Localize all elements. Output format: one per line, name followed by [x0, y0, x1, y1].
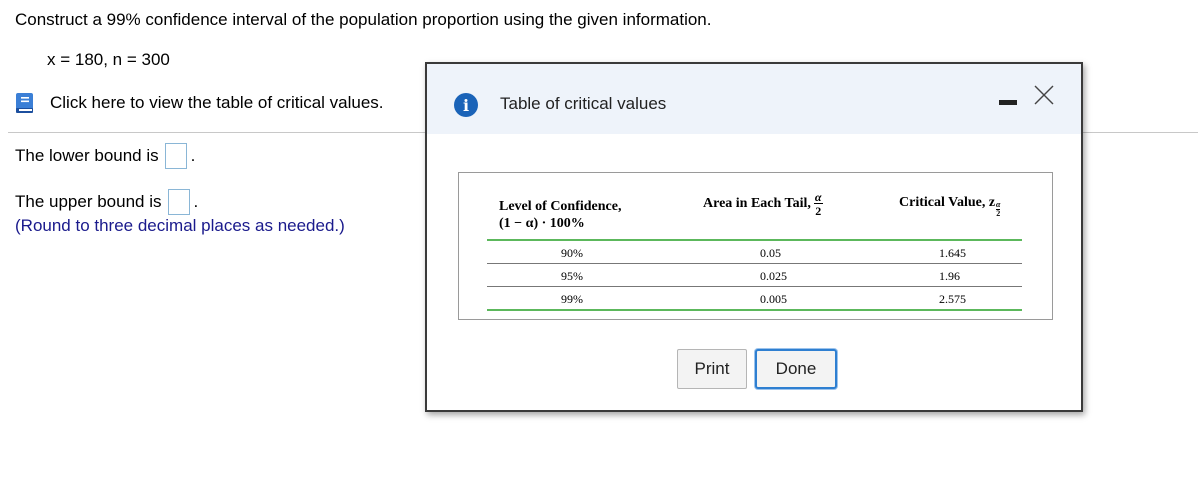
close-icon: [1033, 84, 1055, 106]
cell-confidence: 99%: [561, 292, 583, 306]
given-values: x = 180, n = 300: [47, 50, 170, 69]
table-row: [487, 264, 1022, 287]
header-tail-area: [703, 191, 823, 217]
cell-confidence: 90%: [561, 246, 583, 260]
critical-values-dialog: [425, 62, 1083, 412]
header-critical-label: Critical Value, z: [899, 195, 996, 210]
cell-tail: 0.05: [760, 246, 781, 260]
alpha-over-two: [814, 191, 823, 217]
info-icon: i: [454, 93, 478, 117]
dialog-title: Table of critical values: [500, 94, 667, 113]
upper-bound-period: .: [193, 192, 199, 211]
lower-bound-input[interactable]: [165, 143, 187, 169]
header-confidence: [499, 198, 621, 232]
header-critical-value: [899, 195, 1000, 218]
rounding-note: (Round to three decimal places as needed.): [15, 216, 345, 235]
cell-critical: 1.96: [939, 269, 960, 283]
sub-denominator: 2: [996, 209, 1001, 218]
close-button[interactable]: [1033, 84, 1055, 106]
print-button[interactable]: Print: [677, 349, 747, 389]
lower-bound-row: [15, 143, 195, 169]
header-confidence-line2: (1 − α) · 100%: [499, 216, 585, 231]
header-tail-label: Area in Each Tail,: [703, 196, 811, 211]
z-subscript: [996, 201, 1000, 218]
table-header: [487, 173, 1022, 241]
critical-values-link-text[interactable]: Click here to view the table of critical values.: [50, 93, 384, 112]
table-row: [487, 287, 1022, 311]
question-prompt: Construct a 99% confidence interval of the population proportion using the given information.: [15, 10, 712, 29]
critical-values-table: [487, 173, 1022, 311]
frac-numerator: α: [814, 190, 822, 204]
minimize-button[interactable]: [997, 91, 1019, 111]
book-icon: [14, 92, 36, 114]
header-confidence-line1: Level of Confidence,: [499, 199, 622, 214]
lower-bound-label: The lower bound is: [15, 146, 159, 165]
done-button[interactable]: Done: [755, 349, 837, 389]
dialog-header: [427, 64, 1081, 134]
upper-bound-input[interactable]: [168, 189, 190, 215]
critical-values-link[interactable]: [14, 92, 384, 114]
cell-confidence: 95%: [561, 269, 583, 283]
sub-numerator: α: [996, 200, 1001, 209]
minimize-icon: [999, 100, 1017, 105]
table-row: [487, 241, 1022, 264]
critical-values-table-frame: [458, 172, 1053, 320]
frac-denominator: 2: [815, 204, 822, 218]
upper-bound-row: [15, 189, 198, 215]
lower-bound-period: .: [190, 146, 196, 165]
cell-critical: 1.645: [939, 246, 966, 260]
upper-bound-label: The upper bound is: [15, 192, 162, 211]
cell-tail: 0.005: [760, 292, 787, 306]
cell-tail: 0.025: [760, 269, 787, 283]
cell-critical: 2.575: [939, 292, 966, 306]
